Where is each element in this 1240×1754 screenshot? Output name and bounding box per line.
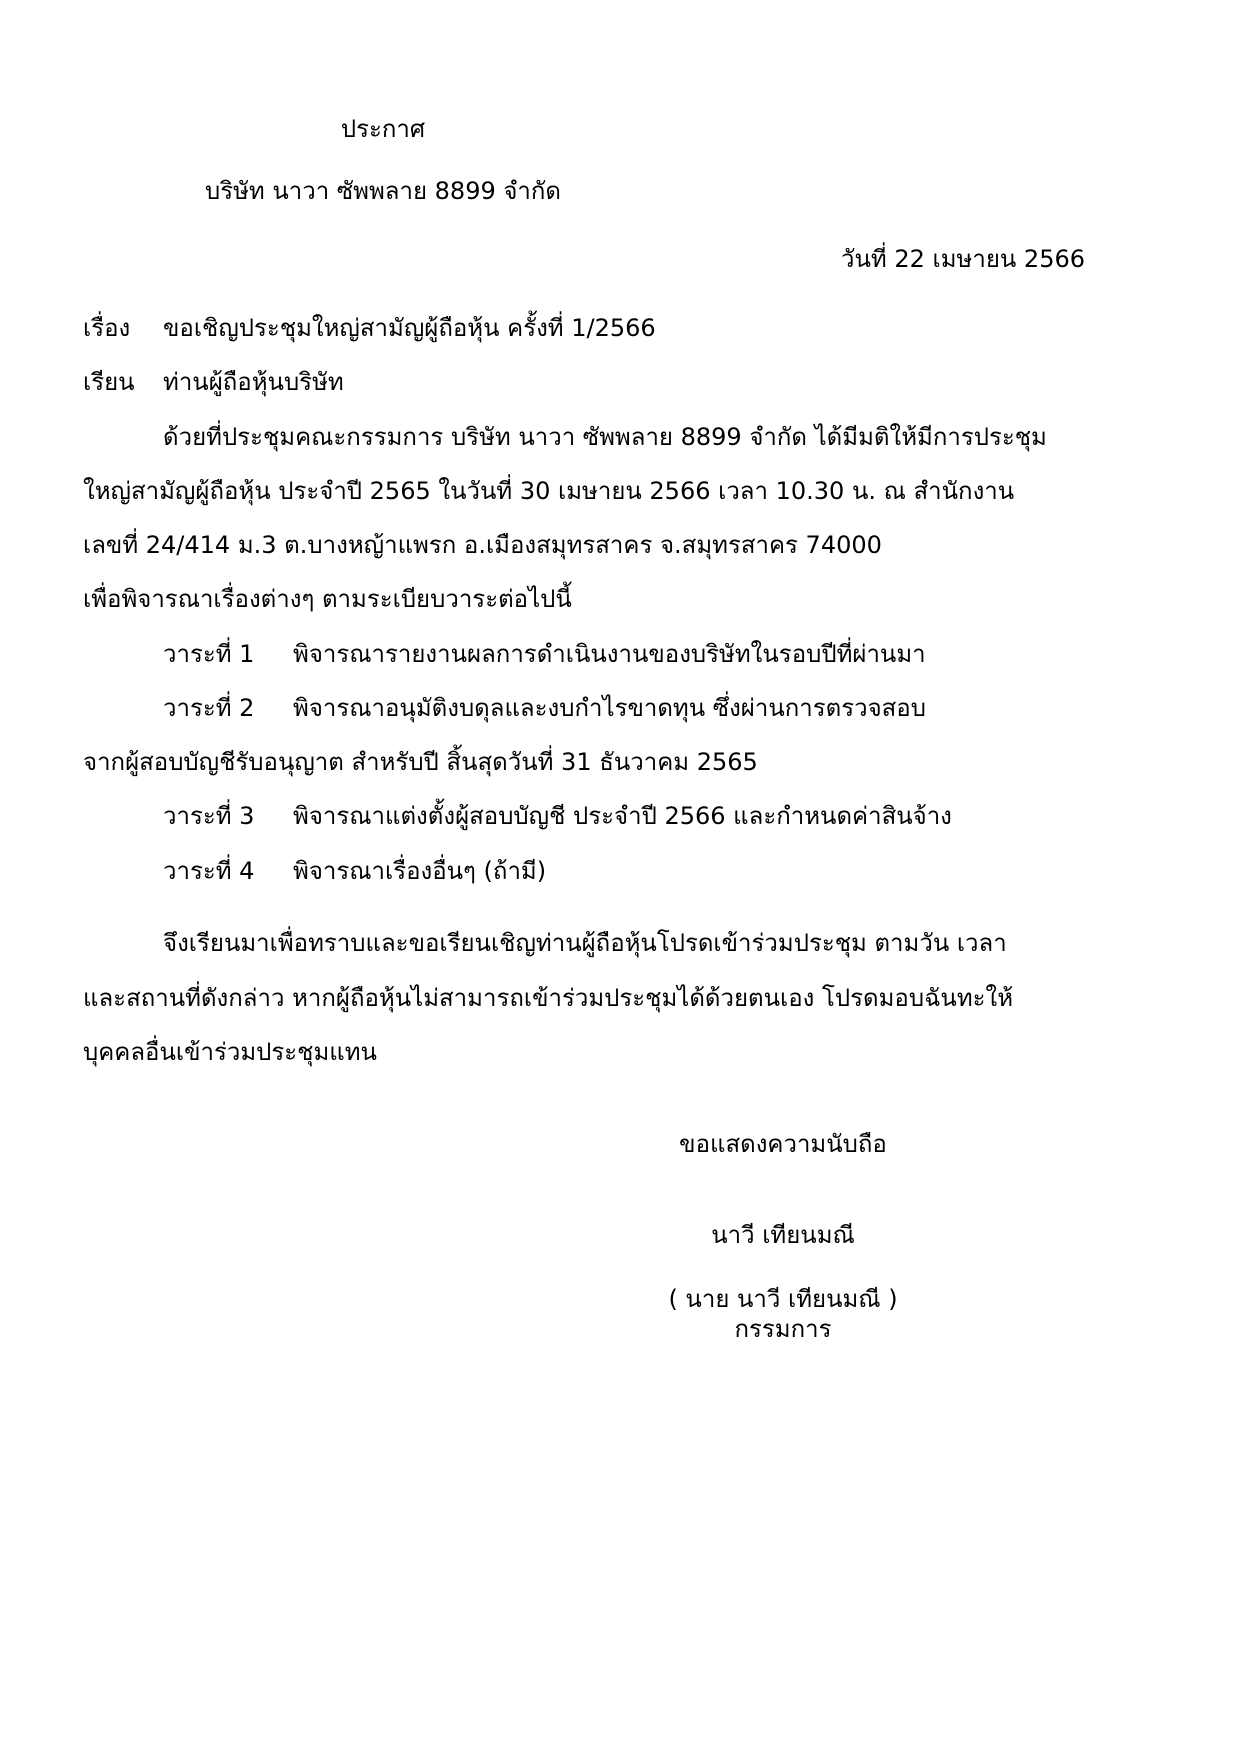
closing-line: บุคคลอื่นเข้าร่วมประชุมแทน <box>83 1038 377 1066</box>
document-title: ประกาศ <box>340 115 426 143</box>
agenda-item-1 <box>163 638 926 670</box>
body-line: เลขที่ 24/414 ม.3 ต.บางหญ้าแพรก อ.เมืองสมุทรสาคร จ.สมุทรสาคร 74000 <box>83 531 882 559</box>
subject-text: ขอเชิญประชุมใหญ่สามัญผู้ถือหุ้น ครั้งที่ 1/2566 <box>163 314 656 342</box>
document-date: วันที่ 22 เมษายน 2566 <box>841 245 1085 273</box>
subject-line <box>83 312 656 344</box>
agenda-number: วาระที่ 2 <box>163 694 255 722</box>
agenda-item-4 <box>163 855 546 887</box>
body-line: ใหญ่สามัญผู้ถือหุ้น ประจำปี 2565 ในวันที่ 30 เมษายน 2566 เวลา 10.30 น. ณ สำนักงาน <box>83 477 1015 505</box>
signed-name: นาวี เทียนมณี <box>711 1221 855 1249</box>
recipient-text: ท่านผู้ถือหุ้นบริษัท <box>163 368 344 396</box>
subject-label: เรื่อง <box>83 314 131 342</box>
agenda-item-2-continuation: จากผู้สอบบัญชีรับอนุญาต สำหรับปี สิ้นสุดวันที่ 31 ธันวาคม 2565 <box>83 748 758 776</box>
regards-text: ขอแสดงความนับถือ <box>679 1130 887 1158</box>
agenda-text: พิจารณาอนุมัติงบดุลและงบกำไรขาดทุน ซึ่งผ่านการตรวจสอบ <box>293 694 926 722</box>
agenda-text: พิจารณาเรื่องอื่นๆ (ถ้ามี) <box>293 857 547 885</box>
signer-position: กรรมการ <box>734 1315 832 1343</box>
agenda-text: พิจารณาแต่งตั้งผู้สอบบัญชี ประจำปี 2566 และกำหนดค่าสินจ้าง <box>293 802 952 830</box>
agenda-number: วาระที่ 4 <box>163 857 255 885</box>
agenda-text: พิจารณารายงานผลการดำเนินงานของบริษัทในรอบปีที่ผ่านมา <box>293 640 926 668</box>
agenda-number: วาระที่ 3 <box>163 802 255 830</box>
printed-name: ( นาย นาวี เทียนมณี ) <box>668 1285 898 1313</box>
company-name: บริษัท นาวา ซัพพลาย 8899 จำกัด <box>204 177 562 205</box>
closing-line: จึงเรียนมาเพื่อทราบและขอเรียนเชิญท่านผู้ถือหุ้นโปรดเข้าร่วมประชุม ตามวัน เวลา <box>163 929 1007 957</box>
body-line: ด้วยที่ประชุมคณะกรรมการ บริษัท นาวา ซัพพลาย 8899 จำกัด ได้มีมติให้มีการประชุม <box>163 423 1047 451</box>
agenda-number: วาระที่ 1 <box>163 640 255 668</box>
agenda-item-2 <box>163 692 926 724</box>
recipient-label: เรียน <box>83 368 135 396</box>
closing-line: และสถานที่ดังกล่าว หากผู้ถือหุ้นไม่สามารถเข้าร่วมประชุมได้ด้วยตนเอง โปรดมอบฉันทะให้ <box>83 984 1014 1012</box>
agenda-item-3 <box>163 800 952 832</box>
body-line: เพื่อพิจารณาเรื่องต่างๆ ตามระเบียบวาระต่อไปนี้ <box>83 585 572 613</box>
recipient-line <box>83 366 344 398</box>
